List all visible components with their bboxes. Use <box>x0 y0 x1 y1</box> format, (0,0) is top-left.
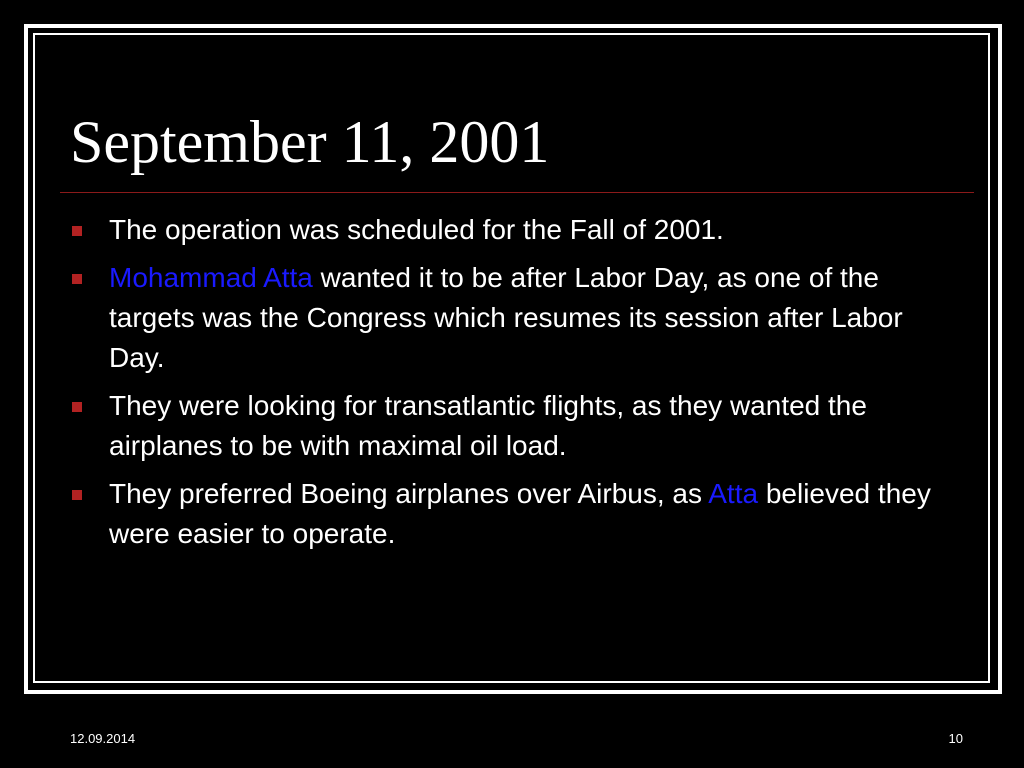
square-bullet-icon <box>72 226 82 236</box>
bullet-item-1 <box>70 210 965 250</box>
bullet-item-4 <box>70 474 965 554</box>
highlighted-name: Atta <box>708 478 759 509</box>
bullet-text-before: They preferred Boeing airplanes over Airbus, as <box>109 478 709 509</box>
square-bullet-icon <box>72 274 82 284</box>
bullet-text: wanted it to be after Labor Day, as one of the targets was the Congress which resumes its session after Labor Day. <box>109 262 903 373</box>
bullet-text-after: believed they were easier to operate. <box>109 478 931 549</box>
bullet-item-2 <box>70 258 965 378</box>
footer-date: 12.09.2014 <box>70 731 136 746</box>
bullet-text: They were looking for transatlantic flights, as they wanted the airplanes to be with maximal oil load. <box>109 390 867 461</box>
bullet-text: The operation was scheduled for the Fall of 2001. <box>109 214 724 245</box>
square-bullet-icon <box>72 490 82 500</box>
bullet-list <box>70 210 965 562</box>
title-divider <box>60 192 974 193</box>
bullet-item-3 <box>70 386 965 466</box>
highlighted-name: Mohammad Atta <box>109 262 313 293</box>
square-bullet-icon <box>72 402 82 412</box>
footer-page-number: 10 <box>948 731 963 746</box>
slide-title: September 11, 2001 <box>70 109 550 175</box>
